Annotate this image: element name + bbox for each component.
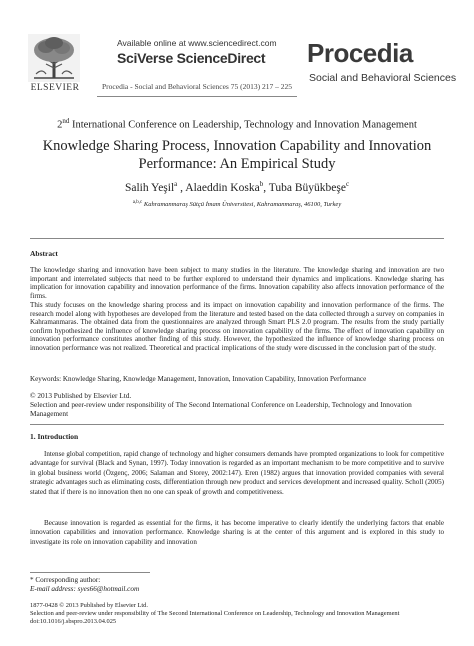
paper-title: Knowledge Sharing Process, Innovation Capability and Innovation Performance: An Empirical Study — [42, 138, 432, 172]
footnote: * Corresponding author: E-mail address: syes66@hotmail.com — [30, 576, 444, 594]
author-name[interactable]: Salih Yeşil — [124, 181, 175, 194]
footnote-rule — [30, 572, 150, 573]
page-footer: 1877-0428 © 2013 Published by Elsevier Ltd. Selection and peer-review under responsibility of The Second International Conference on Leadership, Technology and Innovation Management doi:10.1016/j.sbspro.2013.04.025 — [30, 602, 444, 625]
doi-link[interactable]: doi:10.1016/j.sbspro.2013.04.025 — [30, 617, 117, 625]
procedia-subtitle: Social and Behavioral Sciences — [309, 72, 457, 84]
header-rule — [97, 96, 297, 97]
author-name[interactable]: , Tuba Büyükbeşe — [263, 181, 346, 194]
procedia-logo: Procedia — [307, 38, 413, 68]
body-paragraph: Because innovation is regarded as essential for the firms, it has become imperative to clearly identify the underlying factors that enable innovation capabilities and innovation performance. Knowledge sharing is at the center of this argument and is explored in this study to investigate its role on innovation capability and innovation — [30, 519, 444, 546]
journal-citation: Procedia - Social and Behavioral Sciences 75 (2013) 217 – 225 — [102, 82, 292, 91]
abstract-paragraph: This study focuses on the knowledge sharing process and its impact on innovation capability and innovation performance of the firms. The research model along with hypotheses are developed from the literature and tested based on the data collected through a survey on companies in Kahramanmaras. The obtained data from the questionnaires are analyzed through Smart PLS 2.0 program. The results from the study partially confirm hypothesized the influence of knowledge sharing process on innovation capability of the firms. The effect of innovation capability on innovation performance constitutes another finding of this study. However, the hypothesized the influence of knowledge sharing process on innovation performance was not realized. Theoretical and practical implications of the study were discussed in the conclusion part of the study. — [30, 301, 444, 352]
sciverse-title: SciVerse ScienceDirect — [117, 50, 266, 66]
abstract-heading: Abstract — [30, 249, 58, 258]
available-online-link[interactable]: Available online at www.sciencedirect.com — [117, 38, 277, 48]
affiliation: $^{a,b,c}$ Kahramanmaraş Sütçü İmam Üniversitesi, Kahramanmaraş, 46100, Turkey — [132, 200, 342, 209]
abstract-top-rule — [30, 238, 444, 239]
elsevier-tree-logo — [28, 34, 80, 82]
body-paragraph: Intense global competition, rapid change of technology and higher consumers demands have prompted organizations to look for competitive advantage for survival (Black and Synan, 1997). Today innovation is regarded as an important mechanism to be more competitive and to survive in global business world (Özgenç, 2006; Salaman and Storey, 2002:147). Eren (1982) argues that innovation provided companies with several strategic advantages such as eliminating costs, differentiation through new product and services development and increased quality. Scholl (2005) stated that if there is no innovation then no one can speak of growth and competitiveness. — [30, 450, 444, 496]
author-list: Salih Yeşil$^a$ , Alaeddin Koska$^b$, Tuba Büyükbeşe$^c$ — [124, 180, 350, 194]
section-heading: 1. Introduction — [30, 432, 79, 441]
elsevier-wordmark: ELSEVIER — [30, 83, 80, 93]
author-email[interactable]: E-mail address: syes66@hotmail.com — [30, 585, 140, 593]
abstract-paragraph: The knowledge sharing and innovation have been subject to many studies in the literature. The knowledge sharing and innovation are two important and interrelated subjects that need to be further explored to understand their dynamics and implications. Knowledge sharing has implication for innovation capability and innovation performance of the firms. Innovation capability also affects innovation performance of the firms. — [30, 266, 444, 300]
copyright-block: © 2013 Published by Elsevier Ltd. Selection and peer-review under responsibility of The Second International Conference on Leadership, Technology and Innovation Management — [30, 391, 412, 418]
abstract-bottom-rule — [30, 424, 444, 425]
conference-name: 2nd International Conference on Leadership, Technology and Innovation Management — [57, 117, 417, 131]
author-name[interactable]: , Alaeddin Koska — [177, 181, 260, 194]
keywords: Keywords: Knowledge Sharing, Knowledge Management, Innovation, Innovation Capability, Innovation Performance — [30, 375, 367, 383]
